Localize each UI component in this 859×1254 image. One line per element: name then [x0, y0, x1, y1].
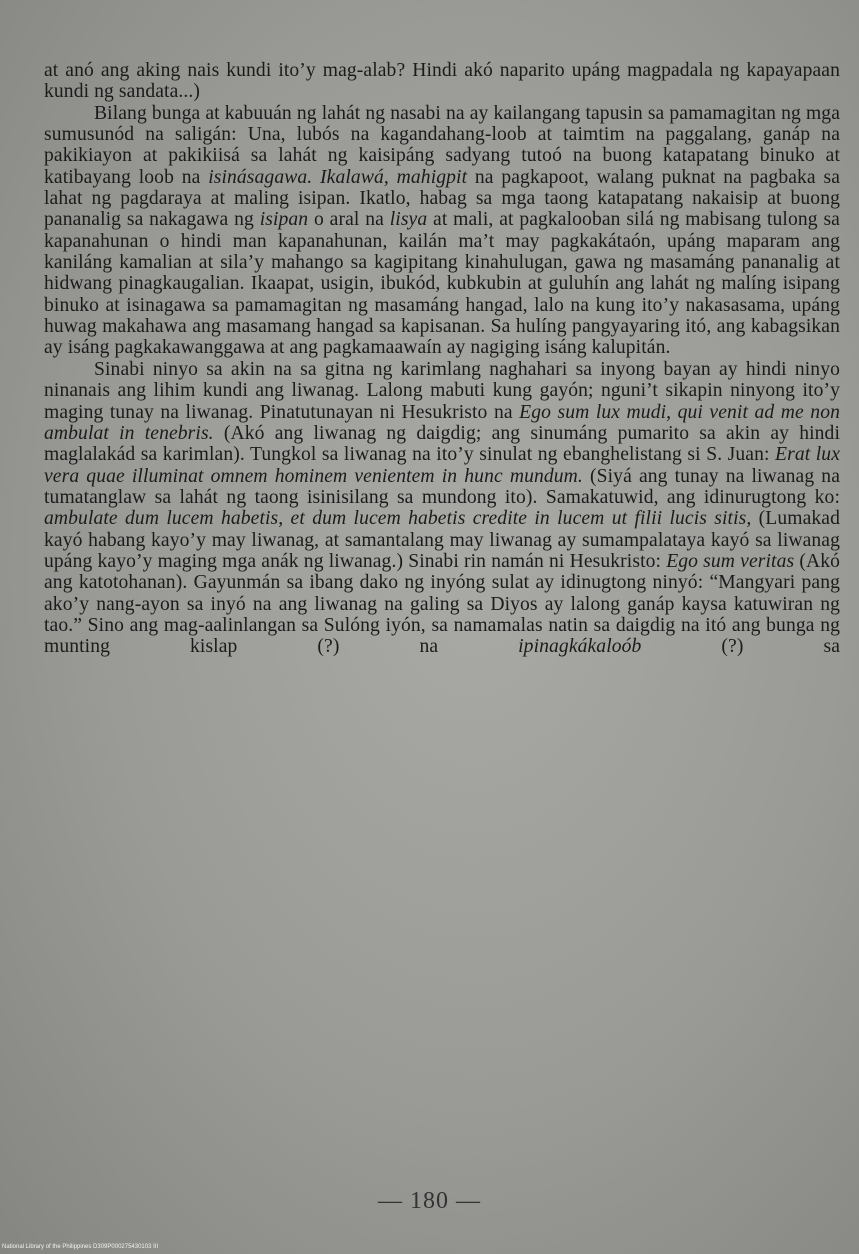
text-segment: (Akó ang liwanag ng daigdig; ang sinumáng pumarito sa akin ay hindi maglalakád sa karimlan). Tungkol sa liwanag na ito’y sinulat ng ebanghelistang si S. Juan: [44, 422, 840, 466]
text-segment: (Akó ang katotohanan). Gayunmán sa ibang dako ng inyóng sulat ay idinugtong ninyó: “Mangyari pang ako’y nang-ayon sa inyó na ang liwanag na galing sa Diyos ay lalong ganáp kaysa katuwiran ng tao.” Sino ang mag-aalinlangan sa Sulóng iyón, sa namamalas natin sa daigdig na itó ang bunga ng munting kislap (?) na [44, 550, 840, 658]
text-segment: (Siyá ang tunay na liwanag na tumatanglaw sa lahát ng taong isinisilang sa mundong ito). Samakatuwid, ang idinurugtong ko: [44, 465, 840, 508]
text-segment: Bilang bunga at kabuuán ng lahát ng nasabi na ay kailangang tapusin sa pamamagitan ng mga sumusunód na saligán: Una, lubós na kagandahang-loob at taimtim na paggalang, ganáp na pakikiayon at pakikiisá sa lahát ng kaisipáng sadyang tutoó na buong katapatang binuko at katibayang loob na [44, 102, 840, 188]
italic-text-segment: ambulate dum lucem habetis, et dum lucem habetis credite in lucem ut filii lucis sitis, [44, 508, 752, 530]
italic-text-segment: ipinagkákaloób [518, 636, 642, 658]
body-text [44, 60, 840, 658]
page-number: — 180 — [378, 1188, 481, 1214]
text-segment: (?) sa [641, 636, 840, 658]
text-segment: Sinabi ninyo sa akin na sa gitna ng karimlang naghahari sa inyong bayan ay hindi ninyo ninanais ang lihim kundi ang liwanag. Lalong mabuti kung gayón; nguni’t sikapin ninyong ito’y maging tunay na liwanag. Pinatutunayan ni Hesukristo na [44, 358, 840, 423]
text-segment: (Lumakad kayó habang kayo’y may liwanag, at samantalang may liwanag ay sumampalataya kayó sa liwanag upáng kayo’y maging mga anák ng liwanag.) Sinabi rin namán ni Hesukristo: [44, 508, 840, 572]
italic-text-segment: isinásagawa. Ikalawá, mahigpit [208, 166, 468, 188]
italic-text-segment: Erat lux vera quae illuminat omnem hominem venientem in hunc mundum. [44, 444, 840, 487]
italic-text-segment: Ego sum lux mudi, qui venit ad me non ambulat in tenebris. [44, 401, 840, 444]
italic-text-segment: lisya [389, 209, 428, 231]
footer-credit: National Library of the Philippines D309P000275430103 III [2, 1244, 159, 1250]
text-segment: o aral na [308, 209, 390, 231]
italic-text-segment: Ego sum veritas [666, 550, 795, 572]
italic-text-segment: isipan [259, 209, 309, 231]
text-segment: at anó ang aking nais kundi ito’y mag-alab? Hindi akó naparito upáng magpadala ng kapayapaan kundi ng sandata...) [44, 60, 840, 103]
paragraph [44, 359, 840, 658]
paragraph [44, 60, 840, 103]
text-segment: na pagkapoot, walang puknat na pagbaka sa lahat ng pagdaraya at maling isipan. Ikatlo, habag sa mga taong katapatang nakaisip at buong pananalig sa nakagawa ng [44, 166, 841, 231]
text-segment: at mali, at pagkalooban silá ng mabisang tulong sa kapanahunan o hindi man kapanahunan, kailán ma’t may pagkakátaón, upáng maparam ang kaniláng kamalian at sila’y mahango sa kagipitang kinahulugan, gawa ng masamáng pananalig at hidwang pinagkaugalian. Ikaapat, usigin, ibukód, kubkubin at guluhín ang lahát ng malíng isipang binuko at isinagawa sa pamamagitan ng masamáng hangad, lalo na kung ito’y nakasasama, upáng huwag makahawa ang masamang hangad sa kapisanan. Sa hulíng pangyayaring itó, ang kabagsikan ay isáng pagkakawanggawa at ang pagkamaawaín ay nagiging isáng kalupitán. [44, 209, 840, 359]
paragraph [44, 103, 840, 359]
